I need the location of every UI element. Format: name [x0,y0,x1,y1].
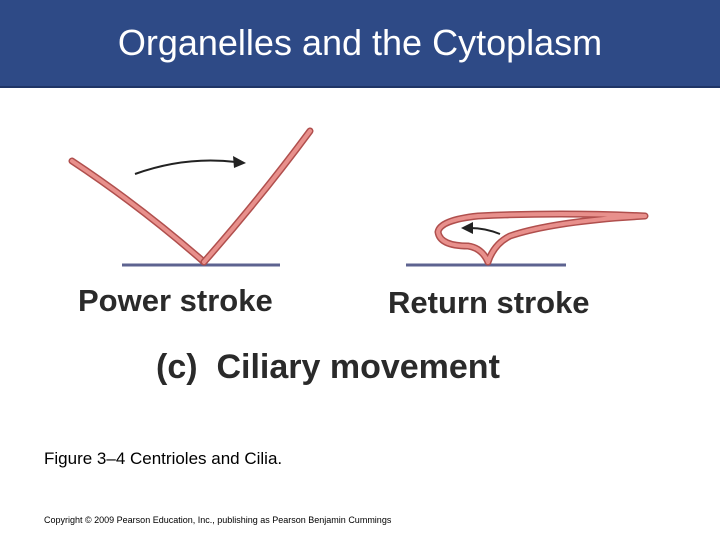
slide-title: Organelles and the Cytoplasm [117,22,603,63]
return-stroke-cilium [438,214,645,262]
copyright-notice: Copyright © 2009 Pearson Education, Inc., publishing as Pearson Benjamin Cummings [44,515,392,525]
power-stroke-arrow [135,161,236,175]
power-stroke-label: Power stroke [78,283,273,318]
ciliary-movement-diagram [0,86,720,416]
return-stroke-arrow [470,228,500,234]
figure-caption: Figure 3–4 Centrioles and Cilia. [44,449,283,468]
title-bar [0,0,720,88]
panel-label: (c) Ciliary movement [156,348,500,386]
return-stroke-figure [406,214,645,265]
return-stroke-label: Return stroke [388,285,590,320]
power-stroke-figure [72,131,310,265]
